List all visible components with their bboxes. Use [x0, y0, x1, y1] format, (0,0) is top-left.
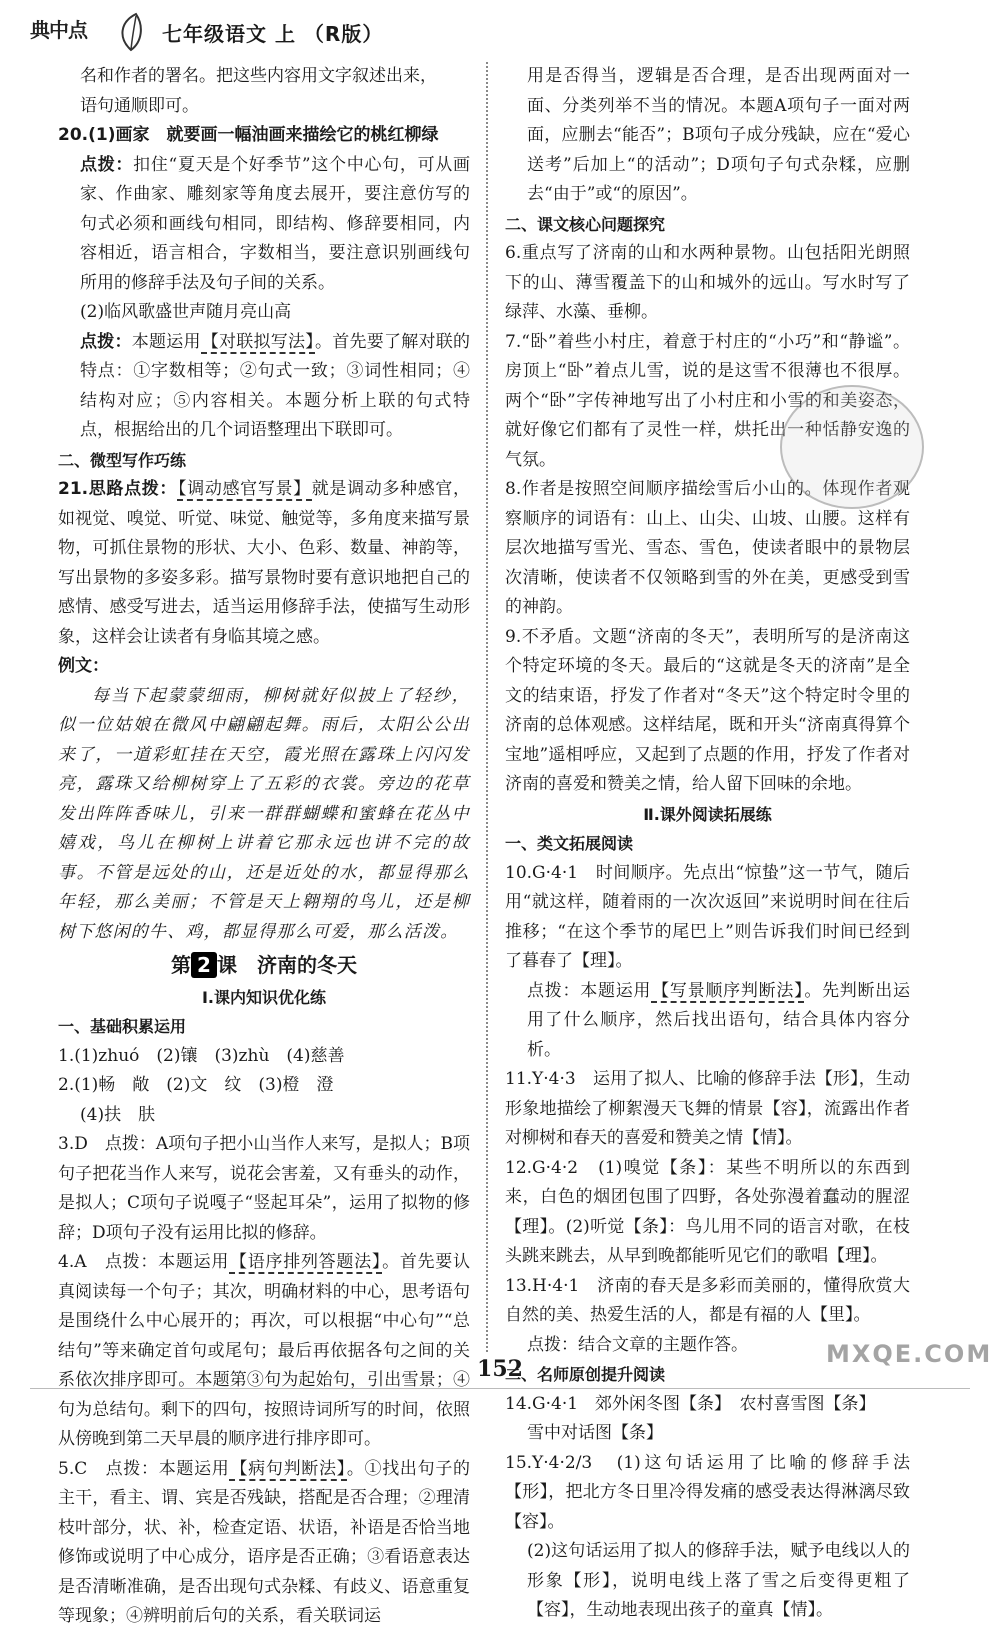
method-tag: 【病句判断法】	[230, 1458, 346, 1479]
stamp-mark	[780, 385, 924, 509]
answer-5-cont: 用是否得当，逻辑是否合理，是否出现两面对一面、分类列举不当的情况。本题A项句子一面对两面，应删去“能否”；B项句子成分残缺，应在“爱心送考”后加上“的活动”；D项句子句式杂糅，应删去“由于”或“的原因”。	[527, 66, 910, 204]
answer-13: 13.H·4·1 济南的春天是多彩而美丽的，懂得欣赏大自然的美、热爱生活的人，都是有福的人【里】。	[505, 1275, 910, 1325]
section-heading: 二、微型写作巧练	[58, 450, 187, 470]
section-heading: 一、类文拓展阅读	[505, 834, 634, 853]
page-header	[30, 12, 450, 52]
answer-8: 8.作者是按照空间顺序描绘雪后小山的。体现作者观察顺序的词语有：山上、山尖、山坡、山腰。这样有层次地描写雪光、雪态、雪色，使读者眼中的景物层次清晰，使读者不仅领略到雪的外在美，更感受到雪的神韵。	[505, 479, 910, 617]
section-heading: 一、基础积累运用	[58, 1017, 187, 1036]
answer-12: 12.G·4·2 (1)嗅觉【条】：某些不明所以的东西到来，白色的烟团包围了四野，各处弥漫着蠢动的腥涩【理】。(2)听觉【条】：鸟儿用不同的语言对歌，在枝头跳来跳去，从早到晚都能听见它们的歌唱【理】。	[505, 1157, 910, 1266]
answer-1: 1.(1)zhuó (2)镶 (3)zhù (4)慈善	[58, 1045, 345, 1066]
answer-3: 3.D 点拨：A项句子把小山当作人来写，是拟人；B项句子把花当作人来写，说花会害羞，又有垂头的动作，是拟人；C项句子说嘎子“竖起耳朵”，运用了拟物的修辞；D项句子没有运用比拟的修辞。	[58, 1134, 470, 1243]
column-divider	[486, 62, 488, 1352]
answer-10: 10.G·4·1 时间顺序。先点出“惊蛰”这一节气，随后用“就这样，随着雨的一次次返回”来说明时间在往后推移；“在这个季节的尾巴上”则告诉我们时间已经到了暮春了【理】。	[505, 862, 910, 971]
example-essay: 每当下起蒙蒙细雨，柳树就好似披上了轻纱，似一位姑娘在微风中翩翩起舞。雨后，太阳公公出来了，一道彩虹挂在天空，霞光照在露珠上闪闪发亮，露珠又给柳树穿上了五彩的衣裳。旁边的花草发出阵阵香味儿，引来一群群蝴蝶和蜜蜂在花丛中嬉戏，鸟儿在柳树上讲着它那永远也讲不完的故事。不管是远处的山，还是近处的水，都显得那么年轻，那么美丽；不管是天上翱翔的鸟儿，还是柳树下悠闲的牛、鸡，都显得那么可爱，那么活泼。	[58, 685, 470, 942]
answer-text: 名和作者的署名。把这些内容用文字叙述出来，	[80, 66, 437, 86]
answer-20-1-tip: 点拨：扣住“夏天是个好季节”这个中心句，可从画家、作曲家、雕刻家等角度去展开，要注意仿写的句式必须和画线句相同，即结构、修辞要相同，内容相近，语言相合，字数相当，要注意识别画线句所用的修辞手法及句子间的关系。	[80, 154, 471, 293]
answer-2: 2.(1)畅 敞 (2)文 纹 (3)橙 澄	[58, 1075, 334, 1095]
section-heading: 二、名师原创提升阅读	[505, 1365, 666, 1384]
method-tag: 【调动感官写景】	[178, 479, 311, 499]
footer-rule	[30, 1388, 970, 1389]
leaf-icon	[114, 12, 148, 52]
lesson-title: 第 2 课 济南的冬天	[171, 953, 357, 977]
answer-7: 7.“卧”着些小村庄，着意于村庄的“小巧”和“静谧”。房顶上“卧”着点儿雪，说的是这雪不很薄也不很厚。两个“卧”字传神地写出了小村庄和小雪的和美姿态，就好像它们都有了灵性一样，烘托出一种恬静安逸的气氛。	[505, 331, 910, 470]
answer-20-2-tip: 点拨：本题运用【对联拟写法】。首先要了解对联的特点：①字数相等；②句式一致；③词性相同；④结构对应；⑤内容相关。本题分析上联的句式特点，根据给出的几个词语整理出下联即可。	[80, 331, 470, 440]
answer-15-2: (2)这句话运用了拟人的修辞手法，赋予电线以人的形象【形】，说明电线上落了雪之后变得更粗了【容】，生动地表现出孩子的童真【情】。	[527, 1541, 910, 1620]
answer-14-cont: 雪中对话图【条】	[527, 1423, 663, 1443]
example-label: 例文：	[58, 656, 109, 676]
part-heading: Ⅰ.课内知识优化练	[201, 987, 327, 1007]
answer-9: 9.不矛盾。文题“济南的冬天”，表明所写的是济南这个特定环境的冬天。最后的“这就是冬天的济南”是全文的结束语，抒发了作者对“冬天”这个特定时令里的济南的总体观感。这样结尾，既和开头“济南真得算个宝地”遥相呼应，又起到了点题的作用，抒发了作者对济南的喜爱和赞美之情，给人留下回味的余地。	[505, 626, 910, 794]
answer-14: 14.G·4·1 郊外闲冬图【条】 农村喜雪图【条】	[505, 1393, 876, 1414]
answer-20-1: 20.(1)画家 就要画一幅油画来描绘它的桃红柳绿	[58, 125, 439, 145]
answer-15-1: 15.Y·4·2/3 (1)这句话运用了比喻的修辞手法【形】，把北方冬日里冷得发痛的感受表达得淋漓尽致【容】。	[505, 1452, 910, 1532]
lesson-number: 2	[191, 952, 217, 978]
answer-10-tip: 点拨：本题运用【写景顺序判断法】。先判断出运用了什么顺序，然后找出语句，结合具体内容分析。	[527, 980, 911, 1060]
method-tag: 【写景顺序判断法】	[652, 980, 804, 1001]
left-column	[58, 62, 470, 1632]
method-tag: 【对联拟写法】	[201, 331, 314, 352]
part-heading: Ⅱ.课外阅读拓展练	[643, 804, 772, 824]
section-heading: 二、课文核心问题探究	[505, 214, 666, 234]
book-title: 七年级语文 上 （R版）	[162, 22, 384, 46]
answer-5: 5.C 点拨：本题运用【病句判断法】。①找出句子的主干，看主、谓、宾是否残缺，搭配是否合理；②理清枝叶部分，状、补，检查定语、状语，补语是否恰当地修饰或说明了中心成分，语序是否正确；③看语意表达是否清晰准确，是否出现句式杂糅、有歧义、语意重复等现象；④辨明前后句的关系，看关联词运	[58, 1458, 471, 1626]
answer-4: 4.A 点拨：本题运用【语序排列答题法】。首先要认真阅读每一个句子；其次，明确材料的中心，思考语句是围绕什么中心展开的；再次，可以根据“中心句”“总结句”等来确定首句或尾句；最后再依据各句之间的关系依次排序即可。本题第③句为起始句，引出雪景；④句为总结句。剩下的四句，按照诗词所写的时间，依照从傍晚到第二天早晨的顺序进行排序即可。	[58, 1252, 471, 1449]
answer-6: 6.重点写了济南的山和水两种景物。山包括阳光朗照下的山、薄雪覆盖下的山和城外的远山。写水时写了绿萍、水藻、垂柳。	[505, 243, 910, 322]
method-tag: 【语序排列答题法】	[230, 1252, 382, 1272]
answer-11: 11.Y·4·3 运用了拟人、比喻的修辞手法【形】，生动形象地描绘了柳絮漫天飞舞的情景【容】，流露出作者对柳树和春天的喜爱和赞美之情【情】。	[505, 1069, 910, 1148]
right-column	[505, 62, 910, 1626]
answer-20-2: (2)临风歌盛世声随月亮山高	[80, 302, 292, 322]
answer-2-cont: (4)扶 肤	[80, 1104, 156, 1125]
page-number: 152	[477, 1356, 523, 1382]
answer-text: 语句通顺即可。	[80, 95, 199, 116]
answer-21: 21.思路点拨：【调动感官写景】就是调动多种感官，如视觉、嗅觉、听觉、味觉、触觉等，多角度来描写景物，可抓住景物的形状、大小、色彩、数量、神韵等，写出景物的多姿多彩。描写景物时要有意识地把自己的感情、感受写进去，适当运用修辞手法，使描写生动形象，这样会让读者有身临其境之感。	[58, 479, 471, 647]
watermark: MXQE.COM	[826, 1340, 993, 1368]
book-logo: 典中点	[30, 18, 87, 42]
answer-13-tip: 点拨：结合文章的主题作答。	[527, 1334, 748, 1355]
